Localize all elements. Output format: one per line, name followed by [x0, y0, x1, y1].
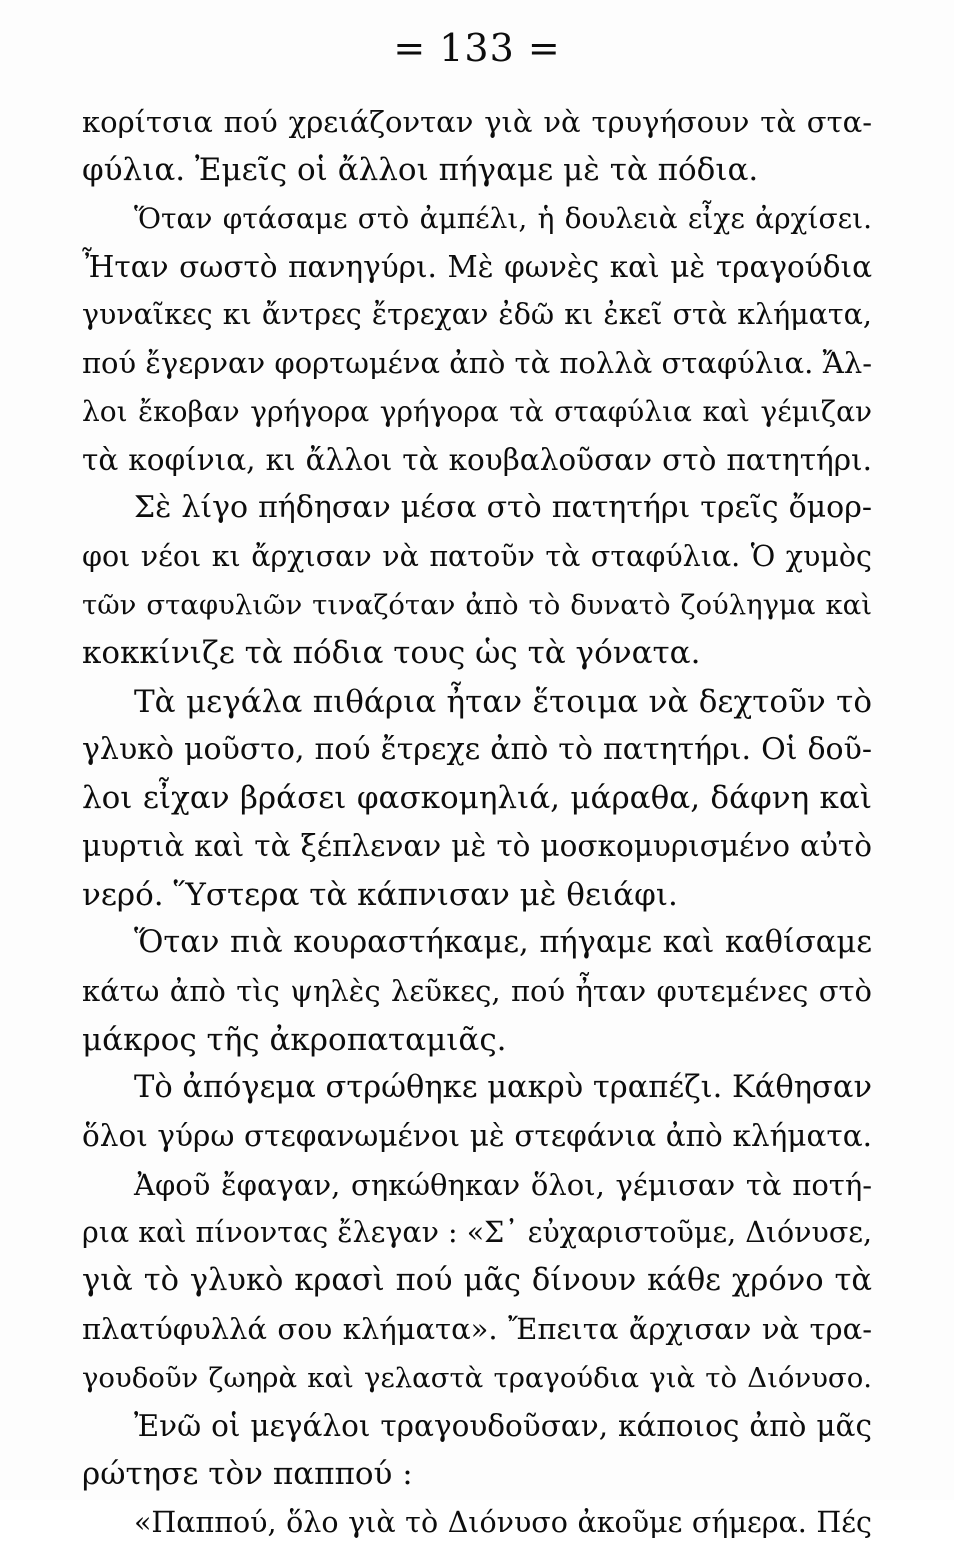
text-line: γουδοῦν ζωηρὰ καὶ γελαστὰ τραγούδια γιὰ τὸ Διόνυσο.: [82, 1361, 872, 1394]
text-line: Ὅταν φτάσαμε στὸ ἀμπέλι, ἡ δουλειὰ εἶχε ἀρχίσει.: [134, 201, 872, 235]
text-line: μάκρος τῆς ἀκροπαταμιᾶς.: [82, 1021, 507, 1058]
text-line: ὅλοι γύρω στεφανωμένοι μὲ στεφάνια ἀπὸ κλήματα.: [82, 1119, 872, 1154]
text-line: Τὸ ἀπόγεμα στρώθηκε μακρὺ τραπέζι. Κάθησαν: [134, 1069, 872, 1105]
text-line: γλυκὸ μοῦστο, πού ἔτρεχε ἀπὸ τὸ πατητήρι. Οἱ δοῦ-: [82, 731, 872, 767]
text-line: ρια καὶ πίνοντας ἔλεγαν : «Σ᾿ εὐχαριστοῦμε, Διόνυσε,: [82, 1215, 872, 1249]
text-line: φοι νέοι κι ἄρχισαν νὰ πατοῦν τὰ σταφύλια. Ὁ χυμὸς: [82, 539, 872, 573]
body-text: [82, 98, 872, 1547]
text-line: Ἀφοῦ ἔφαγαν, σηκώθηκαν ὅλοι, γέμισαν τὰ ποτή-: [134, 1167, 872, 1202]
text-line: Ἐνῶ οἱ μεγάλοι τραγουδοῦσαν, κάποιος ἀπὸ μᾶς: [134, 1409, 872, 1444]
text-line: Τὰ μεγάλα πιθάρια ἦταν ἕτοιμα νὰ δεχτοῦν τὸ: [134, 683, 872, 720]
text-line: γυναῖκες κι ἄντρες ἔτρεχαν ἐδῶ κι ἐκεῖ στὰ κλήματα,: [82, 298, 872, 332]
text-line: κάτω ἀπὸ τὶς ψηλὲς λεῦκες, πού ἦταν φυτεμένες στὸ: [82, 974, 872, 1009]
text-line: ρώτησε τὸν παππού :: [82, 1456, 413, 1493]
text-line: Σὲ λίγο πήδησαν μέσα στὸ πατητήρι τρεῖς ὄμορ-: [134, 490, 872, 526]
text-line: κορίτσια πού χρειάζονταν γιὰ νὰ τρυγήσουν τὰ στα-: [82, 105, 872, 139]
text-line: πού ἔγερναν φορτωμένα ἀπὸ τὰ πολλὰ σταφύλια. Ἄλ-: [82, 346, 872, 381]
text-line: γιὰ τὸ γλυκὸ κρασὶ πού μᾶς δίνουν κάθε χρόνο τὰ: [82, 1263, 872, 1299]
text-line: τὰ κοφίνια, κι ἄλλοι τὰ κουβαλοῦσαν στὸ πατητήρι.: [82, 443, 872, 478]
text-line: τῶν σταφυλιῶν τιναζόταν ἀπὸ τὸ δυνατὸ ζούληγμα καὶ: [82, 588, 872, 621]
text-line: πλατύφυλλά σου κλήματα». Ἔπειτα ἄρχισαν νὰ τρα-: [82, 1312, 872, 1347]
text-line: «Παππού, ὅλο γιὰ τὸ Διόνυσο ἀκοῦμε σήμερα. Πές: [134, 1505, 872, 1539]
page-number: = 133 =: [393, 26, 561, 70]
text-line: μυρτιὰ καὶ τὰ ξέπλεναν μὲ τὸ μοσκομυρισμένο αὐτὸ: [82, 829, 872, 864]
text-line: Ὅταν πιὰ κουραστήκαμε, πήγαμε καὶ καθίσαμε: [134, 925, 872, 961]
text-line: κοκκίνιζε τὰ πόδια τους ὡς τὰ γόνατα.: [82, 635, 701, 672]
text-line: λοι ἔκοβαν γρήγορα γρήγορα τὰ σταφύλια καὶ γέμιζαν: [82, 394, 872, 428]
text-line: νερό. Ὕστερα τὰ κάπνισαν μὲ θειάφι.: [82, 876, 678, 913]
text-line: φύλια. Ἐμεῖς οἱ ἄλλοι πήγαμε μὲ τὰ πόδια.: [82, 152, 759, 189]
text-line: λοι εἶχαν βράσει φασκομηλιά, μάραθα, δάφνη καὶ: [82, 780, 872, 817]
text-line: Ἦταν σωστὸ πανηγύρι. Μὲ φωνὲς καὶ μὲ τραγούδια: [82, 249, 872, 284]
